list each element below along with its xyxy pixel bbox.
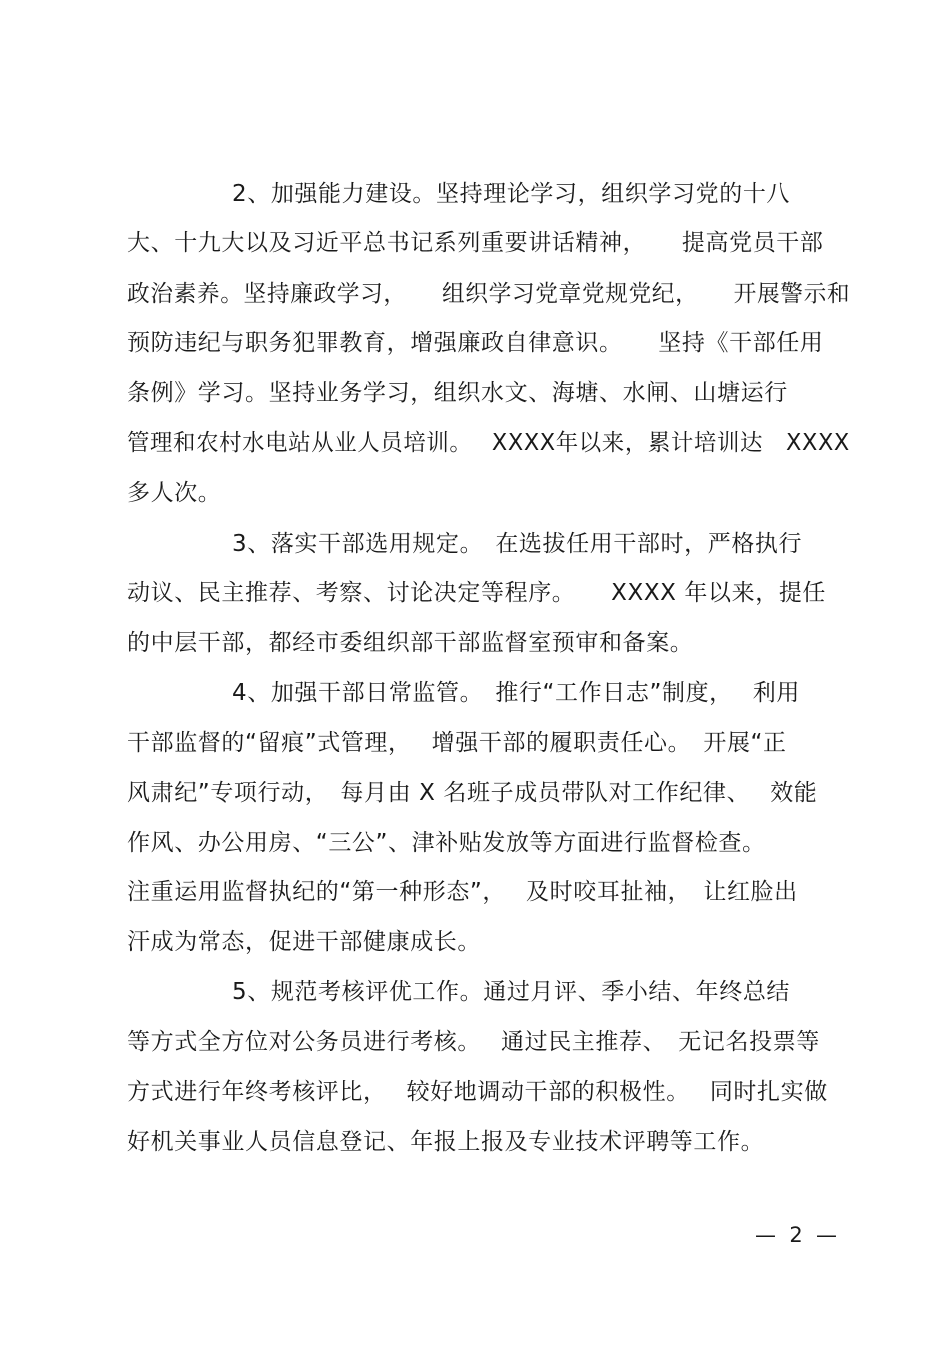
paragraph-4-line-5: 注重运用监督执纪的“第一种形态”， 及时咬耳扯袖， 让红脸出: [127, 879, 798, 905]
paragraph-3-line-1: 3、落实干部选用规定。 在选拔任用干部时，严格执行: [232, 531, 803, 557]
paragraph-2-line-3: 政治素养。坚持廉政学习， 组织学习党章党规党纪， 开展警示和: [127, 281, 851, 307]
paragraph-5-line-3: 方式进行年终考核评比， 较好地调动干部的积极性。 同时扎实做: [127, 1079, 828, 1105]
paragraph-2-line-7: 多人次。: [127, 480, 222, 506]
paragraph-4-line-6: 汗成为常态，促进干部健康成长。: [127, 929, 481, 955]
paragraph-5-line-4: 好机关事业人员信息登记、年报上报及专业技术评聘等工作。: [127, 1129, 765, 1155]
paragraph-5-line-2: 等方式全方位对公务员进行考核。 通过民主推荐、 无记名投票等: [127, 1029, 820, 1055]
page-number: — 2 —: [755, 1223, 838, 1247]
paragraph-2-line-1: 2、加强能力建设。坚持理论学习，组织学习党的十八: [232, 181, 791, 207]
paragraph-2-line-5: 条例》学习。坚持业务学习，组织水文、海塘、水闸、山塘运行: [127, 380, 788, 406]
paragraph-2-line-4: 预防违纪与职务犯罪教育，增强廉政自律意识。 坚持《干部任用: [127, 330, 824, 356]
paragraph-4-line-1: 4、加强干部日常监管。 推行“工作日志”制度， 利用: [232, 680, 800, 706]
paragraph-2-line-2: 大、十九大以及习近平总书记系列重要讲话精神， 提高党员干部: [127, 230, 824, 256]
paragraph-4-line-4: 作风、办公用房、“三公”、津补贴发放等方面进行监督检查。: [127, 830, 766, 856]
paragraph-4-line-3: 风肃纪”专项行动， 每月由 X 名班子成员带队对工作纪律、 效能: [127, 780, 818, 806]
paragraph-4-line-2: 干部监督的“留痕”式管理， 增强干部的履职责任心。 开展“正: [127, 730, 787, 756]
paragraph-3-line-3: 的中层干部，都经市委组织部干部监督室预审和备案。: [127, 630, 694, 656]
paragraph-5-line-1: 5、规范考核评优工作。通过月评、季小结、年终总结: [232, 979, 791, 1005]
paragraph-3-line-2: 动议、民主推荐、考察、讨论决定等程序。 XXXX 年以来，提任: [127, 580, 827, 606]
paragraph-2-line-6: 管理和农村水电站从业人员培训。 XXXX年以来，累计培训达 XXXX: [127, 430, 850, 456]
